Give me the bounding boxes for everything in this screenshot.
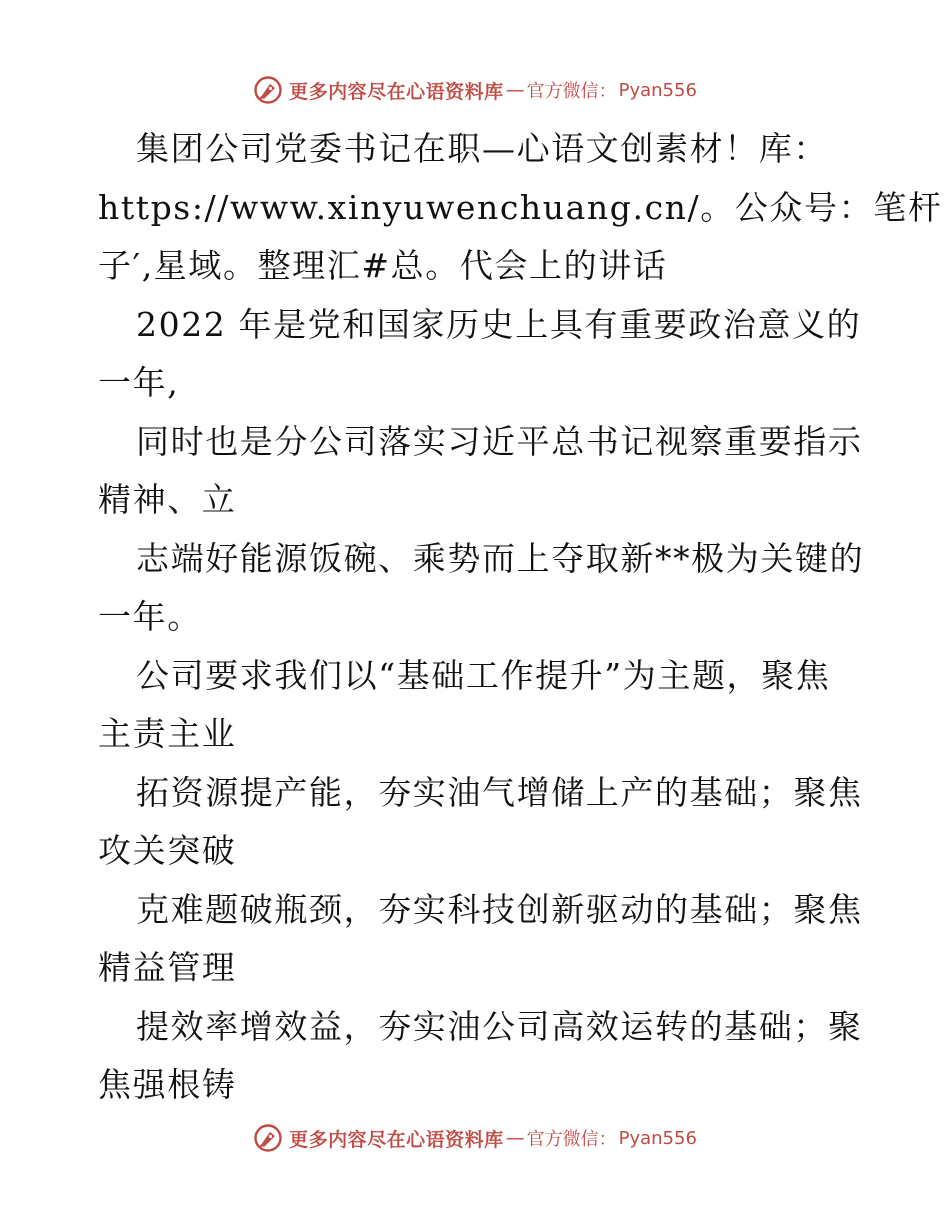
pen-nib-circle-icon	[253, 1123, 283, 1153]
text-line: 主责主业	[98, 714, 237, 753]
watermark-wechat-id: Pyan556	[618, 1127, 697, 1149]
header-watermark	[0, 70, 950, 110]
text-line: 一年。	[98, 597, 202, 636]
text-line: 克难题破瓶颈，夯实科技创新驱动的基础；聚焦	[136, 889, 863, 929]
text-line: 志端好能源饭碗、乘势而上夺取新**极为关键的	[136, 538, 865, 578]
text-line: 提效率增效益，夯实油公司高效运转的基础；聚	[136, 1006, 863, 1046]
text-line: 拓资源提产能，夯实油气增储上产的基础；聚焦	[136, 772, 863, 812]
watermark-wechat-label: 官方微信：	[526, 81, 617, 102]
text-line: 公司要求我们以“基础工作提升”为主题，聚焦	[136, 655, 831, 695]
watermark-site-text: 更多内容尽在心语资料库	[289, 1128, 504, 1151]
text-line: 同时也是分公司落实习近平总书记视察重要指示	[136, 421, 863, 461]
text-line: 2022 年是党和国家历史上具有重要政治意义的	[136, 304, 862, 344]
watermark-wechat-label: 官方微信：	[526, 1129, 617, 1150]
text-line: 精益管理	[98, 948, 237, 987]
pen-nib-circle-icon	[253, 75, 283, 105]
text-line: 一年,	[98, 363, 180, 402]
text-line: 精神、立	[98, 480, 237, 519]
text-line: 子′,星域。整理汇#总。代会上的讲话	[98, 246, 668, 285]
text-line: 攻关突破	[98, 831, 237, 870]
watermark-dash: —	[505, 79, 525, 101]
watermark-wechat-id: Pyan556	[618, 79, 697, 101]
text-line: 焦强根铸	[98, 1065, 237, 1104]
text-line: https://www.xinyuwenchuang.cn/。公众号：笔杆	[98, 187, 943, 227]
text-line: 集团公司党委书记在职—心语文创素材！库：	[136, 129, 828, 168]
watermark-dash: —	[505, 1127, 525, 1149]
document-body	[98, 120, 943, 1115]
watermark-site-text: 更多内容尽在心语资料库	[289, 80, 504, 103]
footer-watermark	[0, 1118, 950, 1158]
